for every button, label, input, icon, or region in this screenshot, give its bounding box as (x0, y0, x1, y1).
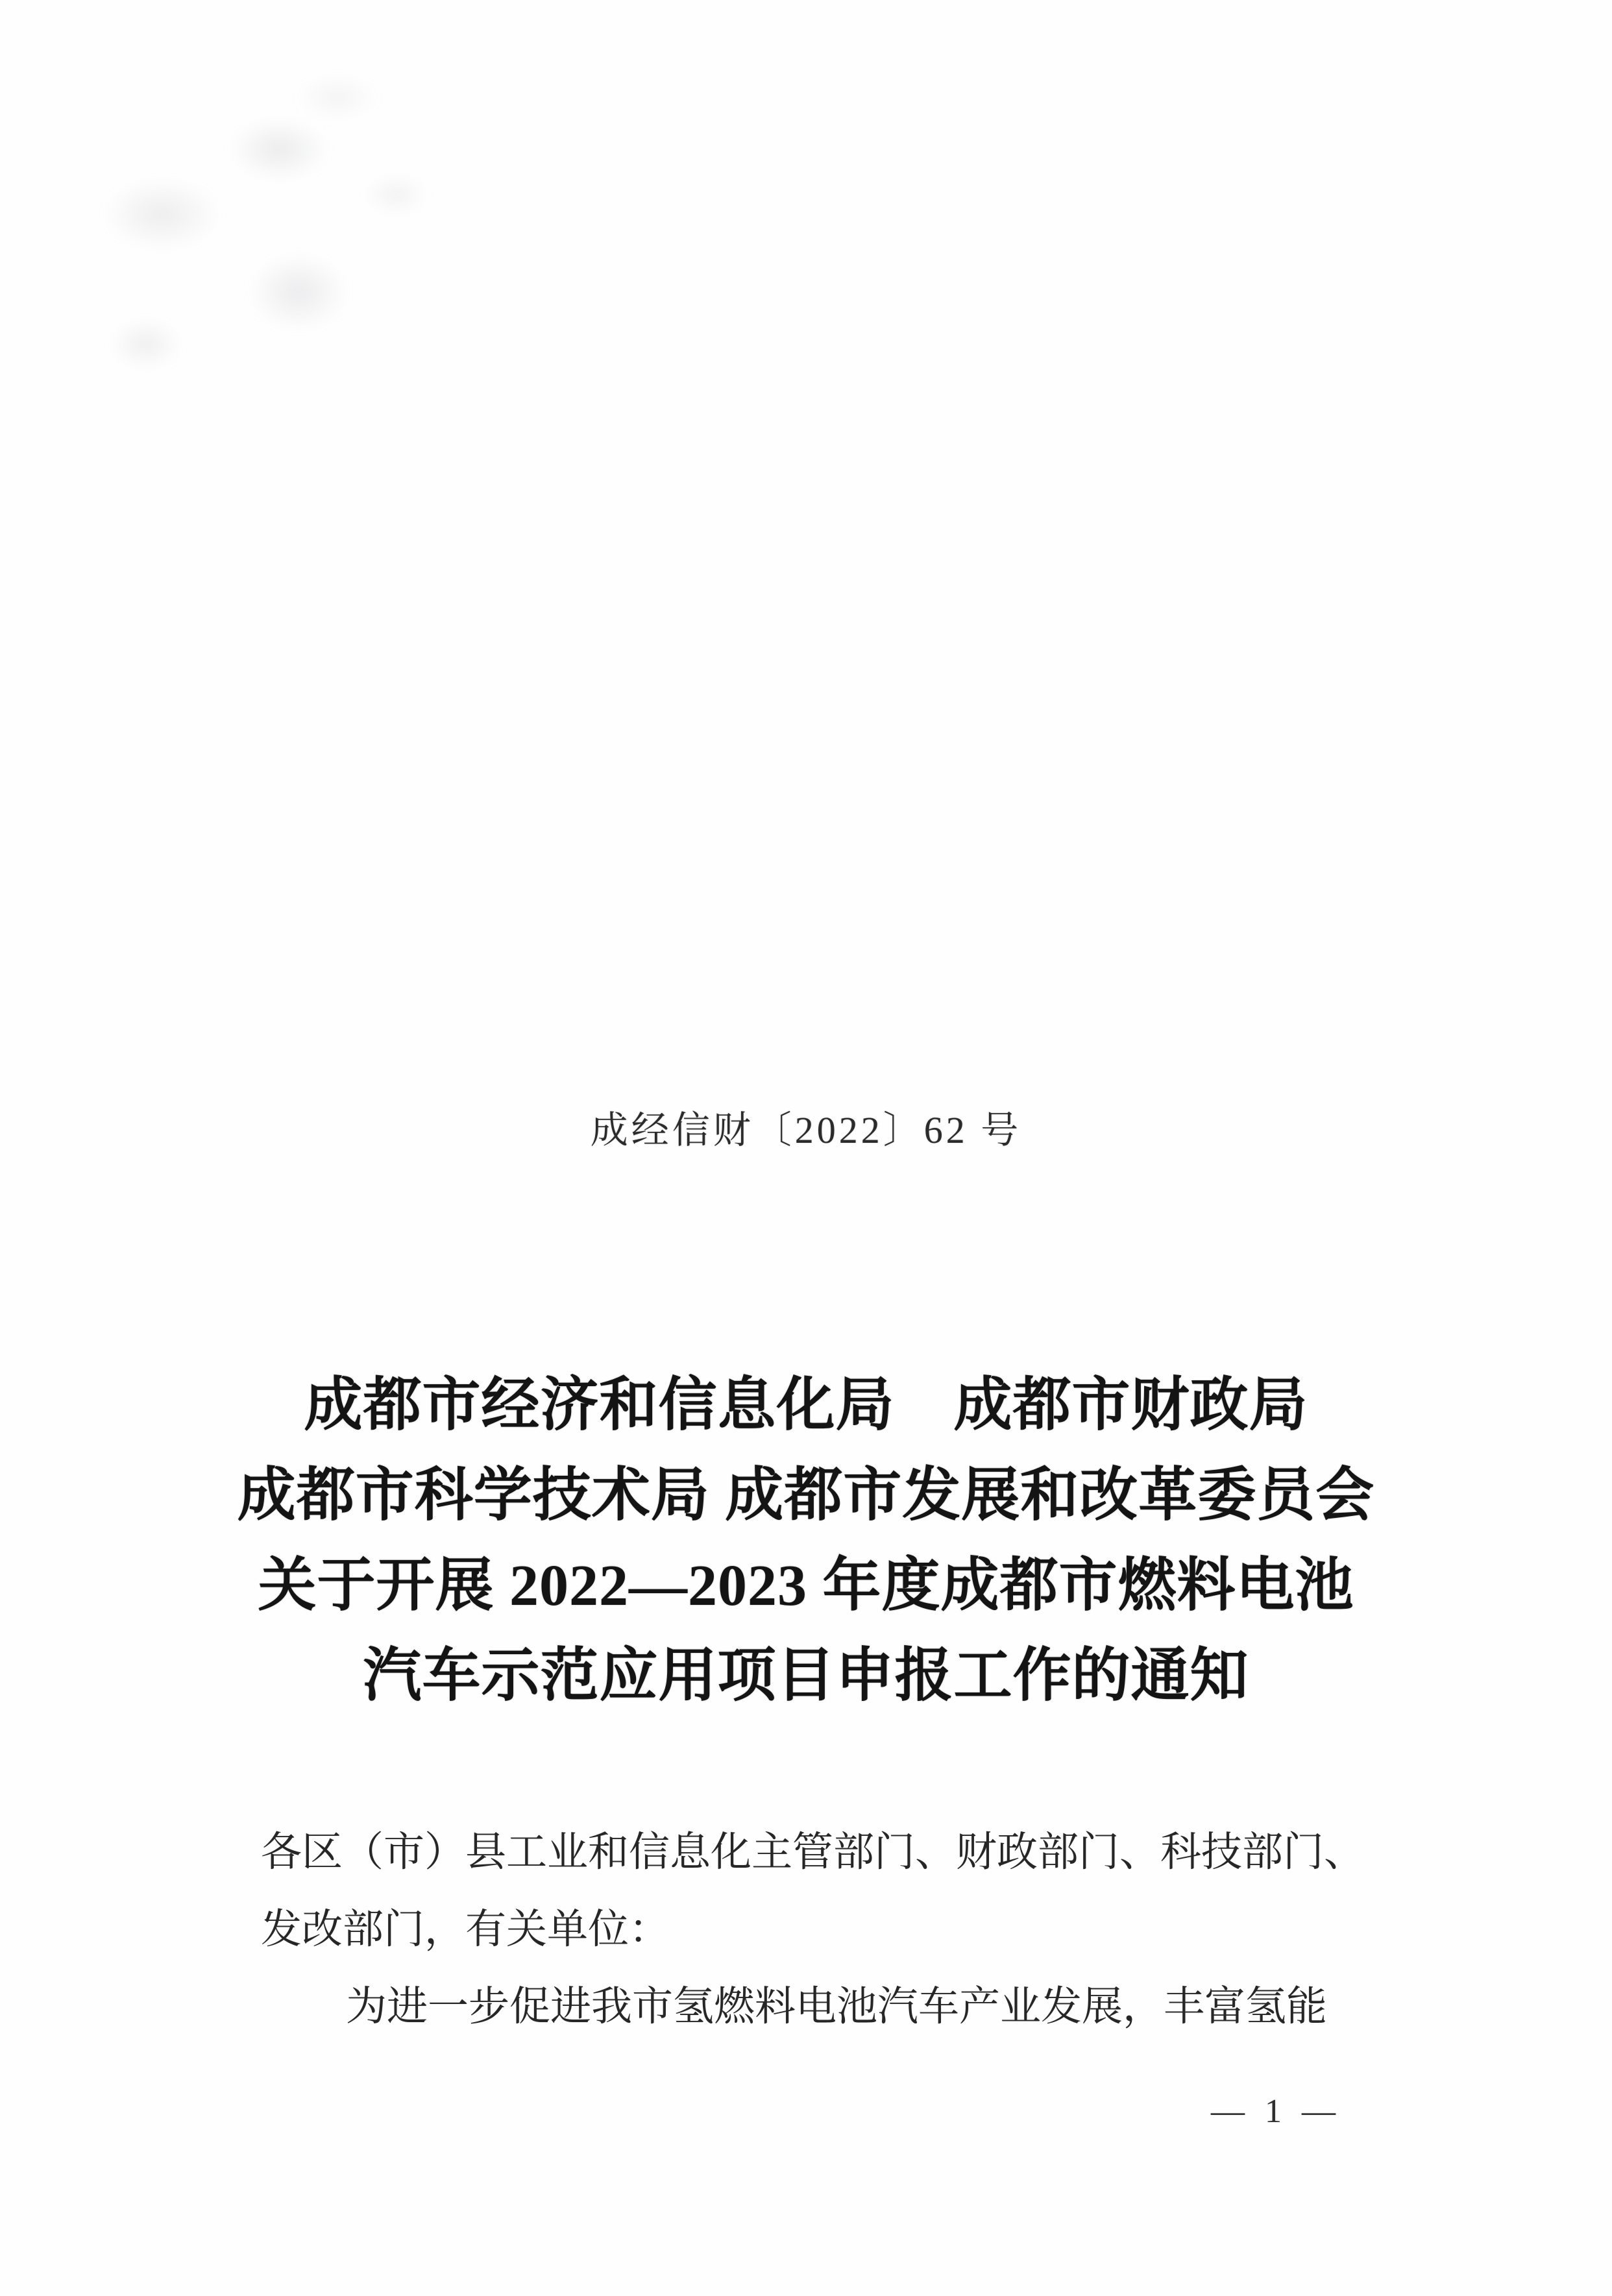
title-line-1: 成都市经济和信息化局 成都市财政局 (304, 1373, 1308, 1437)
document-body (261, 1814, 1364, 2046)
paragraph-line-1: 为进一步促进我市氢燃料电池汽车产业发展，丰富氢能 (346, 1984, 1327, 2029)
title-line-4: 汽车示范应用项目申报工作的通知 (363, 1644, 1249, 1708)
document-title (0, 1360, 1612, 1721)
salutation-line-1: 各区（市）县工业和信息化主管部门、财政部门、科技部门、 (261, 1829, 1365, 1875)
scan-artifact-smudge (0, 0, 649, 519)
title-line-2: 成都市科学技术局 成都市发展和改革委员会 (237, 1463, 1375, 1528)
title-line-3: 关于开展 2022—2023 年度成都市燃料电池 (258, 1554, 1354, 1618)
doc-reference-number: 成经信财〔2022〕62 号 (590, 1109, 1022, 1151)
salutation-line-2: 发改部门，有关单位： (261, 1907, 670, 1952)
page-number: — 1 — (1211, 2093, 1341, 2130)
